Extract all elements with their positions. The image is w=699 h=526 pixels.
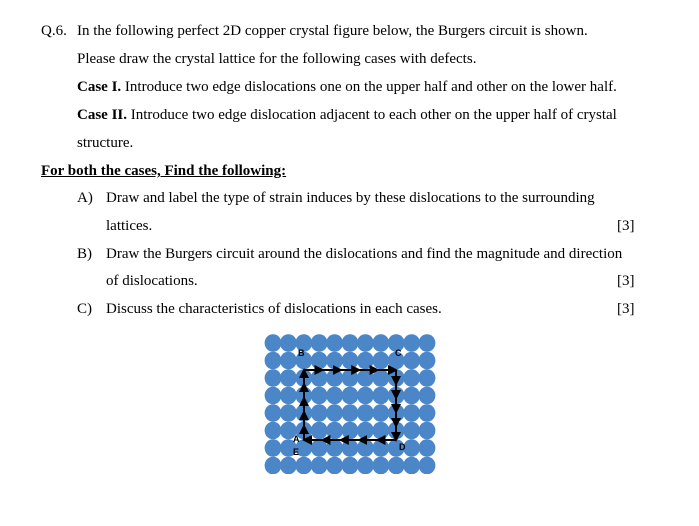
part-b-line-2: of dislocations. [106, 273, 198, 289]
lattice-atom [311, 439, 328, 457]
lattice-atom [342, 422, 359, 440]
lattice-atom [372, 334, 389, 352]
lattice-atom [265, 369, 282, 387]
lattice-atom [403, 457, 420, 474]
lattice-atom [326, 422, 343, 440]
case-2-label: Case II. [77, 107, 128, 123]
lattice-atom [326, 334, 343, 352]
lattice-atom [419, 457, 436, 474]
lattice-atom [357, 387, 374, 405]
case-2-text: Introduce two edge dislocation adjacent to each other on the upper half of crystal [127, 107, 617, 123]
lattice-atom [295, 457, 312, 474]
lattice-atom [311, 369, 328, 387]
part-c-marks: [3] [617, 301, 635, 317]
lattice-atom [280, 387, 297, 405]
lattice-atom [403, 369, 420, 387]
part-a-label: A) [77, 190, 93, 206]
lattice-atom [326, 387, 343, 405]
part-a-marks: [3] [617, 218, 635, 234]
lattice-atom [265, 334, 282, 352]
case-1 [77, 78, 617, 96]
lattice-atom [265, 439, 282, 457]
lattice-atom [265, 352, 282, 370]
lattice-atom [311, 457, 328, 474]
lattice-atom [372, 369, 389, 387]
lattice-atom [265, 457, 282, 474]
lattice-atom [419, 387, 436, 405]
corner-label-a: A [293, 434, 300, 444]
lattice-atom [357, 334, 374, 352]
lattice-atom [342, 387, 359, 405]
part-b-label: B) [77, 246, 92, 262]
part-a-line-1: Draw and label the type of strain induces by these dislocations to the surrounding [106, 190, 595, 206]
lattice-atom [372, 404, 389, 422]
lattice-atom [311, 422, 328, 440]
lattice-atom [403, 334, 420, 352]
lattice-atom [403, 352, 420, 370]
lattice-atom [419, 369, 436, 387]
part-b-marks: [3] [617, 273, 635, 289]
lattice-atom [372, 439, 389, 457]
lattice-atom [326, 352, 343, 370]
corner-label-b: B [298, 348, 305, 358]
lattice-atom [265, 422, 282, 440]
lattice-atom [357, 404, 374, 422]
lattice-atom [265, 387, 282, 405]
lattice-atom [280, 369, 297, 387]
case-2-text-cont: structure. [77, 135, 134, 151]
lattice-atoms [265, 334, 436, 474]
lattice-atom [419, 404, 436, 422]
lattice-atom [357, 352, 374, 370]
lattice-atom [403, 439, 420, 457]
lattice-atom [311, 352, 328, 370]
corner-label-c: C [395, 348, 402, 358]
lattice-atom [280, 334, 297, 352]
lattice-atom [372, 387, 389, 405]
lattice-atom [342, 457, 359, 474]
lattice-atom [280, 404, 297, 422]
lattice-atom [311, 404, 328, 422]
part-a-line-2: lattices. [106, 218, 153, 234]
lattice-atom [403, 422, 420, 440]
lattice-atom [326, 404, 343, 422]
lattice-atom [357, 457, 374, 474]
question-line-1: In the following perfect 2D copper crystal figure below, the Burgers circuit is shown. [77, 23, 588, 39]
lattice-atom [280, 352, 297, 370]
lattice-atom [265, 404, 282, 422]
lattice-atom [403, 404, 420, 422]
lattice-atom [372, 457, 389, 474]
lattice-atom [372, 352, 389, 370]
lattice-atom [388, 457, 405, 474]
lattice-atom [342, 369, 359, 387]
part-c-label: C) [77, 301, 92, 317]
part-b-line-1: Draw the Burgers circuit around the dislocations and find the magnitude and direction [106, 246, 623, 262]
lattice-atom [372, 422, 389, 440]
lattice-atom [311, 387, 328, 405]
instruction-heading: For both the cases, Find the following: [41, 163, 287, 179]
lattice-atom [357, 422, 374, 440]
lattice-atom [419, 422, 436, 440]
case-1-text: Introduce two edge dislocations one on the upper half and other on the lower half. [121, 79, 617, 95]
lattice-atom [280, 457, 297, 474]
corner-label-d: D [399, 442, 406, 452]
case-2 [77, 106, 617, 124]
lattice-atom [326, 439, 343, 457]
question-number: Q.6. [41, 23, 67, 39]
lattice-atom [342, 404, 359, 422]
lattice-atom [342, 352, 359, 370]
case-1-label: Case I. [77, 79, 122, 95]
lattice-atom [419, 334, 436, 352]
corner-label-e: E [293, 447, 300, 457]
lattice-atom [357, 369, 374, 387]
lattice-atom [403, 387, 420, 405]
lattice-atom [357, 439, 374, 457]
lattice-atom [419, 439, 436, 457]
lattice-atom [342, 334, 359, 352]
lattice-atom [326, 457, 343, 474]
lattice-atom [311, 334, 328, 352]
lattice-atom [326, 369, 343, 387]
burgers-circuit-figure [264, 334, 436, 474]
part-c-line-1: Discuss the characteristics of dislocations in each cases. [106, 301, 442, 317]
question-line-2: Please draw the crystal lattice for the following cases with defects. [77, 51, 477, 67]
lattice-atom [419, 352, 436, 370]
lattice-atom [342, 439, 359, 457]
